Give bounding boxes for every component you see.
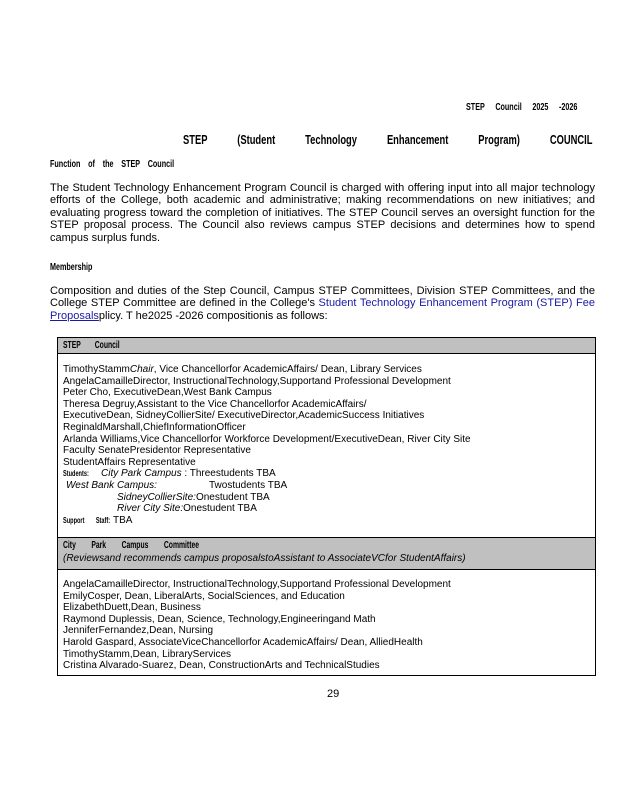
student-count: Onestudent TBA <box>195 491 270 503</box>
council-member <box>63 399 471 411</box>
council-member <box>63 410 471 422</box>
committee-member: Harold Gaspard, AssociateViceChancellorfor AcademicAffairs/ Dean, AlliedHealth <box>63 636 423 648</box>
membership-text-after: plicy. T he2025 -2026 compositionis as follows: <box>98 309 328 322</box>
committee-member: EmilyCosper, Dean, LiberalArts, SocialSciences, and Education <box>63 590 345 602</box>
member-role: Chair <box>129 364 154 375</box>
city-park-subheading: (Reviewsand recommends campus proposalstoAssistant to AssociateVCfor StudentAffairs) <box>63 553 466 564</box>
member-name: Peter Cho, ExecutiveDean,West Bank Campus <box>63 387 272 399</box>
step-council-members <box>58 354 595 538</box>
step-fee-policy-link[interactable]: Student Technology Enhancement Program (STEP) Fee <box>318 297 595 310</box>
support-staff-value: TBA <box>113 514 133 526</box>
support-staff-row <box>63 515 471 527</box>
council-member <box>63 422 471 434</box>
committee-member: Cristina Alvarado-Suarez, Dean, ConstructionArts and TechnicalStudies <box>63 660 380 672</box>
member-name: StudentAffairs Representative <box>63 456 196 468</box>
student-campus: SidneyCollierSite: <box>117 491 196 503</box>
council-member <box>63 376 471 388</box>
student-row <box>63 480 471 492</box>
page-title: STEP (Student Technology Enhancement Program) COUNCIL <box>183 132 593 147</box>
student-row <box>63 503 471 515</box>
student-campus: West Bank Campus: <box>66 479 157 491</box>
council-member <box>63 457 471 469</box>
council-member <box>63 364 471 376</box>
member-name: ExecutiveDean, SidneyCollierSite/ ExecutiveDirector,AcademicSuccess Initiatives <box>63 410 425 422</box>
member-title: , Vice Chancellorfor AcademicAffairs/ Dean, Library Services <box>153 364 422 375</box>
support-staff-label: Support Staff: <box>63 515 111 525</box>
membership-text-before: Composition and duties of the Step Council, Campus STEP Committees, Division STEP Committees, and the College STEP Committee are defined in the College's <box>50 285 595 310</box>
council-member <box>63 434 471 446</box>
committee-member: JenniferFernandez,Dean, Nursing <box>63 625 214 637</box>
student-row <box>63 468 471 480</box>
student-count: Twostudents TBA <box>209 479 288 491</box>
separator: : <box>181 468 190 480</box>
member-name: AngelaCamailleDirector, <box>63 375 171 387</box>
membership-table <box>57 337 596 676</box>
committee-member: AngelaCamailleDirector, InstructionalTechnology,Supportand Professional Development <box>63 579 451 590</box>
student-campus: River City Site: <box>117 503 184 515</box>
step-council-header <box>58 338 595 354</box>
proposals-link[interactable]: Proposals <box>50 309 99 322</box>
student-campus: City Park Campus <box>101 468 182 480</box>
committee-member: TimothyStamm,Dean, LibraryServices <box>63 648 232 660</box>
running-header: STEP Council 2025 -2026 <box>466 102 578 113</box>
council-member <box>63 387 471 399</box>
member-name: ReginaldMarshall,ChiefInformationOfficer <box>63 421 246 433</box>
member-title: InstructionalTechnology,Supportand Professional Development <box>170 375 451 387</box>
city-park-header <box>58 538 595 570</box>
student-count: Onestudent TBA <box>183 503 257 515</box>
step-council-heading: STEP Council <box>63 340 120 351</box>
committee-member: ElizabethDuett,Dean, Business <box>63 602 201 614</box>
member-name: TimothyStamm <box>63 364 130 375</box>
function-paragraph: The Student Technology Enhancement Program Council is charged with offering input into all major technology efforts of the College, both academic and administrative; making recommendations on new initiatives; and evaluating progress toward the completion of initiatives. The STEP Council serves an oversight function for the STEP proposal process. The Council also reviews campus STEP decisions and determines how to spend campus surplus funds. <box>50 182 595 244</box>
student-row <box>63 492 471 504</box>
council-member <box>63 445 471 457</box>
students-label: Students: <box>63 469 89 479</box>
page-number: 29 <box>327 688 340 700</box>
city-park-heading: City Park Campus Committee <box>63 540 200 551</box>
committee-member: Raymond Duplessis, Dean, Science, Technology,Engineeringand Math <box>63 613 376 625</box>
membership-heading: Membership <box>50 262 93 273</box>
student-count: Threestudents TBA <box>189 468 276 480</box>
member-name: Arlanda Williams,Vice Chancellorfor Workforce Development/ExecutiveDean, River City Site <box>63 433 471 445</box>
member-name: Faculty SenatePresidentor Representative <box>63 445 251 457</box>
member-name: Theresa Degruy,Assistant to the Vice Chancellorfor AcademicAffairs/ <box>63 398 367 410</box>
function-heading: Function of the STEP Council <box>50 159 175 170</box>
membership-paragraph <box>50 285 595 322</box>
